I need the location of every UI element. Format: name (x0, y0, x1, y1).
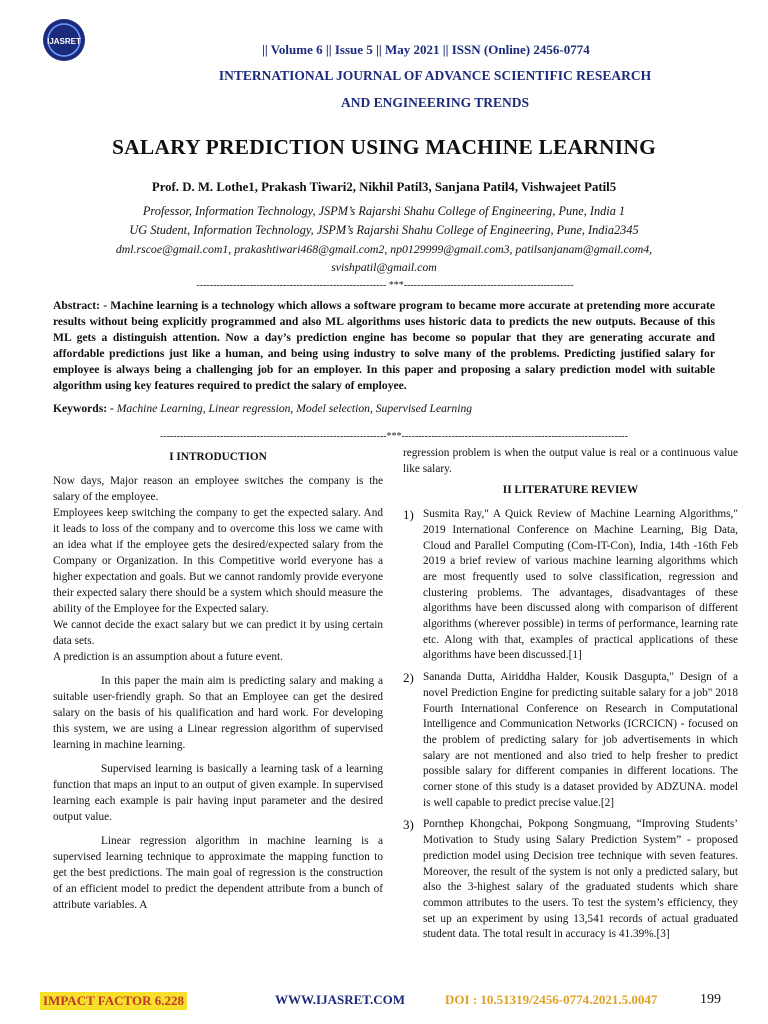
doi-link[interactable]: DOI : 10.51319/2456-0774.2021.5.0047 (445, 992, 658, 1007)
reference-number: 1) (403, 507, 414, 523)
page-number: 199 (700, 992, 721, 1007)
keywords-label: Keywords: - (53, 402, 114, 415)
journal-name-line1: INTERNATIONAL JOURNAL OF ADVANCE SCIENTIFIC RESEARCH (218, 68, 652, 83)
affiliation-professor: Professor, Information Technology, JSPM’s Rajarshi Shahu College of Engineering, Pune, India 1 (142, 204, 626, 218)
intro-paragraph-1: Now days, Major reason an employee switches the company is the salary of the employee. (53, 475, 383, 503)
paper-title: SALARY PREDICTION USING MACHINE LEARNING (111, 135, 656, 159)
intro-paragraph-6: Supervised learning is basically a learning task of a learning function that maps an input to an output of given example. In supervised learning each example is pair having input parameter and the desired output value. (53, 763, 383, 823)
literature-heading: II LITERATURE REVIEW (502, 484, 639, 497)
journal-logo (42, 18, 86, 62)
reference-text: Sananda Dutta, Airiddha Halder, Kousik Dasgupta," Design of a novel Prediction Engine for predicting suitable salary for a job" 2018 Fourth International Conference on Research in Computational Intelligence and Communication Networks (ICRCICN) - focused on the problem of predicting salary for job advertisements in which salary are not mentioned and also tried to help fresher to predict possible salary for different companies in different locations. The corner stone of this study is a dataset provided by ADZUNA. model is well capable to predict precise value.[2] (423, 671, 738, 809)
intro-paragraph-2: Employees keep switching the company to get the expected salary. And it leads to loss of the company and to overcome this loss we came with an idea what if the employee gets the desired/expected salary from the Company or Organization. In this Competitive world everyone has a higher expectation and goals. But we cannot randomly provide everyone their expected salary there should be a system which should measure the ability of the Employee for the Expected salary. (53, 507, 383, 615)
reference-item (403, 670, 738, 811)
intro-heading: I INTRODUCTION (169, 451, 267, 463)
intro-paragraph-5: In this paper the main aim is predicting salary and making a suitable user-friendly graph. So that an Employee can get the desired salary on the basis of his qualification and hard work. For developing this system, we are using a Linear regression algorithm of supervised learning in machine learning. (53, 675, 383, 751)
reference-number: 2) (403, 670, 414, 686)
keywords-list: Machine Learning, Linear regression, Model selection, Supervised Learning (113, 402, 473, 415)
author-email-last: svishpatil@gmail.com (331, 260, 437, 274)
intro-paragraph-4: A prediction is an assumption about a future event. (53, 651, 283, 663)
authors: Prof. D. M. Lothe1, Prakash Tiwari2, Nikhil Patil3, Sanjana Patil4, Vishwajeet Patil5 (151, 180, 617, 194)
svg-text:IJASRET: IJASRET (47, 37, 81, 46)
author-emails: dml.rscoe@gmail.com1, prakashtiwari468@gmail.com2, np0129999@gmail.com3, patilsanjanam@gmail.com4, (115, 242, 653, 256)
keywords (53, 401, 715, 416)
affiliation-students: UG Student, Information Technology, JSPM’s Rajarshi Shahu College of Engineering, Pune, India2345 (129, 223, 639, 237)
reference-text: Susmita Ray," A Quick Review of Machine Learning Algorithms," 2019 International Conference on Machine Learning, Big Data, Cloud and Parallel Computing (Com-IT-Con), India, 14th -16th Feb 2019 a brief review of various machine learning algorithms which are most frequently used to solve classification, regression and clustering problems. The advantages, disadvantages of these algorithms have been discussed along with comparison of different algorithms (wherever possible) in terms of performance, learning rate etc. Along with that, examples of practical applications of these algorithms have been discussed.[1] (423, 508, 738, 662)
section-separator-top: --------------------------------------------------------- ***--------------------------------------------------- (196, 281, 574, 291)
intro-continuation: regression problem is when the output value is real or a continuous value like salary. (403, 447, 738, 475)
left-column (53, 449, 383, 913)
reference-item (403, 817, 738, 943)
website-link[interactable]: WWW.IJASRET.COM (275, 992, 406, 1007)
intro-paragraph-7: Linear regression algorithm in machine learning is a supervised learning technique to approximate the mapping function to get the best predictions. The main goal of regression is the construction of an efficient model to predict the dependent attribute from a bunch of attribute variables. A (53, 835, 383, 911)
right-column (403, 446, 738, 943)
reference-text: Pornthep Khongchai, Pokpong Songmuang, “Improving Students’ Motivation to Study using Salary Prediction System” - proposed prediction model using Decision tree technique with seven features. Moreover, the result of the system is not only a predicted salary, but also the 3-highest salary of the graduated students which share common attributes to the users. To test the system’s efficiency, they set up an experiment by using 13,541 records of actual graduated student data. The total result in accuracy is 41.39%.[3] (423, 818, 738, 941)
issue-info: || Volume 6 || Issue 5 || May 2021 || ISSN (Online) 2456-0774 (262, 42, 590, 57)
reference-number: 3) (403, 817, 414, 833)
reference-item (403, 507, 738, 664)
impact-factor: IMPACT FACTOR 6.228 (40, 992, 187, 1010)
abstract: Abstract: - Machine learning is a technology which allows a software program to became more accurate at pretending more accurate results without being explicitly programmed and also ML algorithms uses historic data to predicts the new outputs. Because of this ML gets a distinguish attention. Now a day’s prediction engine has become so popular that they are generating accurate and affordable predictions just like a human, and being using industry to solve many of the problems. Predicting justified salary for employee is always being a challenging job for an employer. In this paper and proposing a salary prediction model with suitable algorithm using key features required to predict the salary of employee. (53, 299, 715, 392)
intro-paragraph-3: We cannot decide the exact salary but we can predict it by using certain data sets. (53, 619, 383, 647)
journal-name-line2: AND ENGINEERING TRENDS (340, 95, 530, 110)
section-separator: --------------------------------------------------------------------***-------------------------------------------------------------------- (160, 432, 628, 442)
